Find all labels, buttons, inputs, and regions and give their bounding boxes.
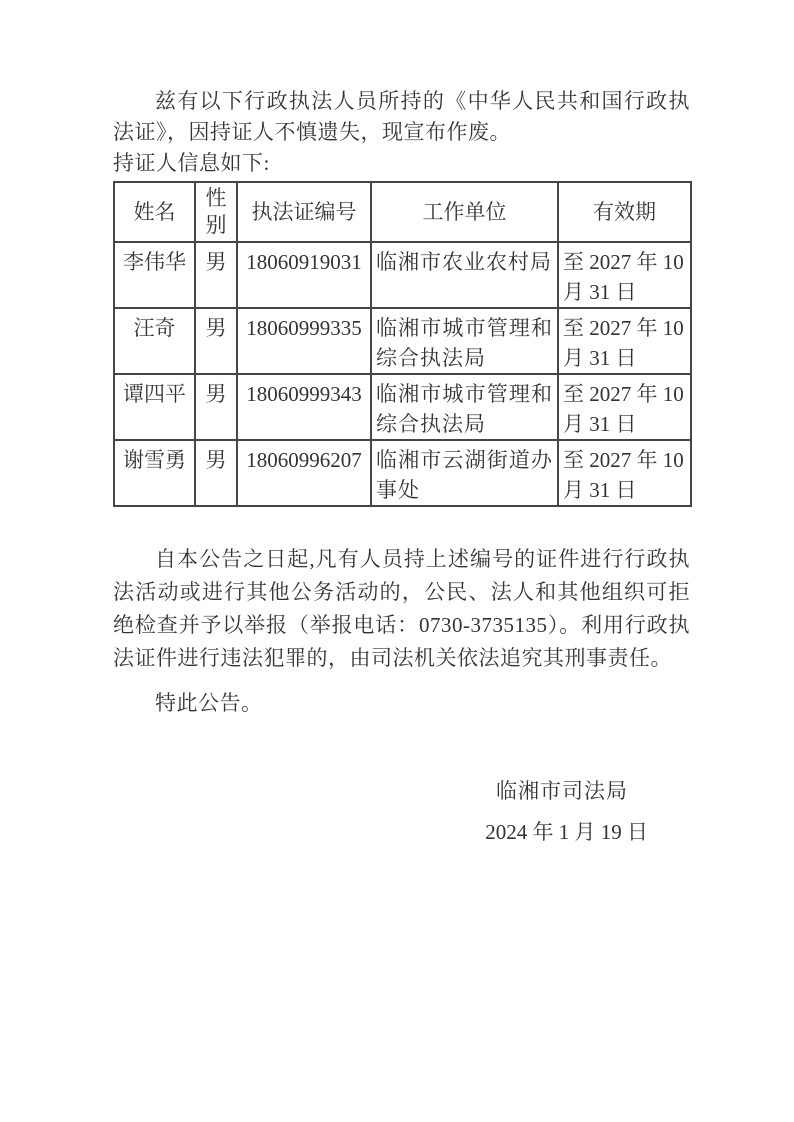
name-cell: 谭四平	[114, 374, 195, 440]
header-cell-gender: 性别	[195, 182, 237, 242]
work-unit-cell: 临湘市城市管理和综合执法局	[371, 308, 558, 374]
work-unit-cell: 临湘市城市管理和综合执法局	[371, 374, 558, 440]
name-cell: 谢雪勇	[114, 440, 195, 506]
table-row	[114, 440, 691, 506]
header-cell-work-unit: 工作单位	[371, 182, 558, 242]
name-cell: 李伟华	[114, 242, 195, 308]
holder-info-label: 持证人信息如下:	[113, 151, 270, 175]
table-row	[114, 242, 691, 308]
name-cell: 汪奇	[114, 308, 195, 374]
gender-cell: 男	[195, 308, 237, 374]
intro-paragraph: 兹有以下行政执法人员所持的《中华人民共和国行政执法证》，因持证人不慎遗失，现宣布作废。	[113, 89, 690, 144]
notice-paragraph: 自本公告之日起,凡有人员持上述编号的证件进行行政执法活动或进行其他公务活动的，公民、法人和其他组织可拒绝检查并予以举报（举报电话：0730-3735135）。利用行政执法证件进行违法犯罪的，由司法机关依法追究其刑事责任。	[113, 547, 690, 670]
table-row	[114, 374, 691, 440]
header-cell-validity: 有效期	[558, 182, 691, 242]
work-unit-cell: 临湘市农业农村局	[371, 242, 558, 308]
table-row	[114, 308, 691, 374]
gender-cell: 男	[195, 440, 237, 506]
validity-cell: 至 2027 年 10 月 31 日	[558, 242, 691, 308]
gender-cell: 男	[195, 242, 237, 308]
work-unit-cell: 临湘市云湖街道办事处	[371, 440, 558, 506]
certificate-table	[113, 181, 692, 507]
cert-number-cell: 18060919031	[237, 242, 371, 308]
validity-cell: 至 2027 年 10 月 31 日	[558, 440, 691, 506]
cert-number-cell: 18060999343	[237, 374, 371, 440]
closing-paragraph: 特此公告。	[155, 691, 263, 715]
issue-date: 2024 年 1 月 19 日	[485, 820, 648, 844]
validity-cell: 至 2027 年 10 月 31 日	[558, 374, 691, 440]
validity-cell: 至 2027 年 10 月 31 日	[558, 308, 691, 374]
header-cell-name: 姓名	[114, 182, 195, 242]
issuer-signature: 临湘市司法局	[496, 779, 628, 803]
cert-number-cell: 18060996207	[237, 440, 371, 506]
table-header-row	[114, 182, 691, 242]
gender-cell: 男	[195, 374, 237, 440]
cert-number-cell: 18060999335	[237, 308, 371, 374]
header-cell-cert-no: 执法证编号	[237, 182, 371, 242]
